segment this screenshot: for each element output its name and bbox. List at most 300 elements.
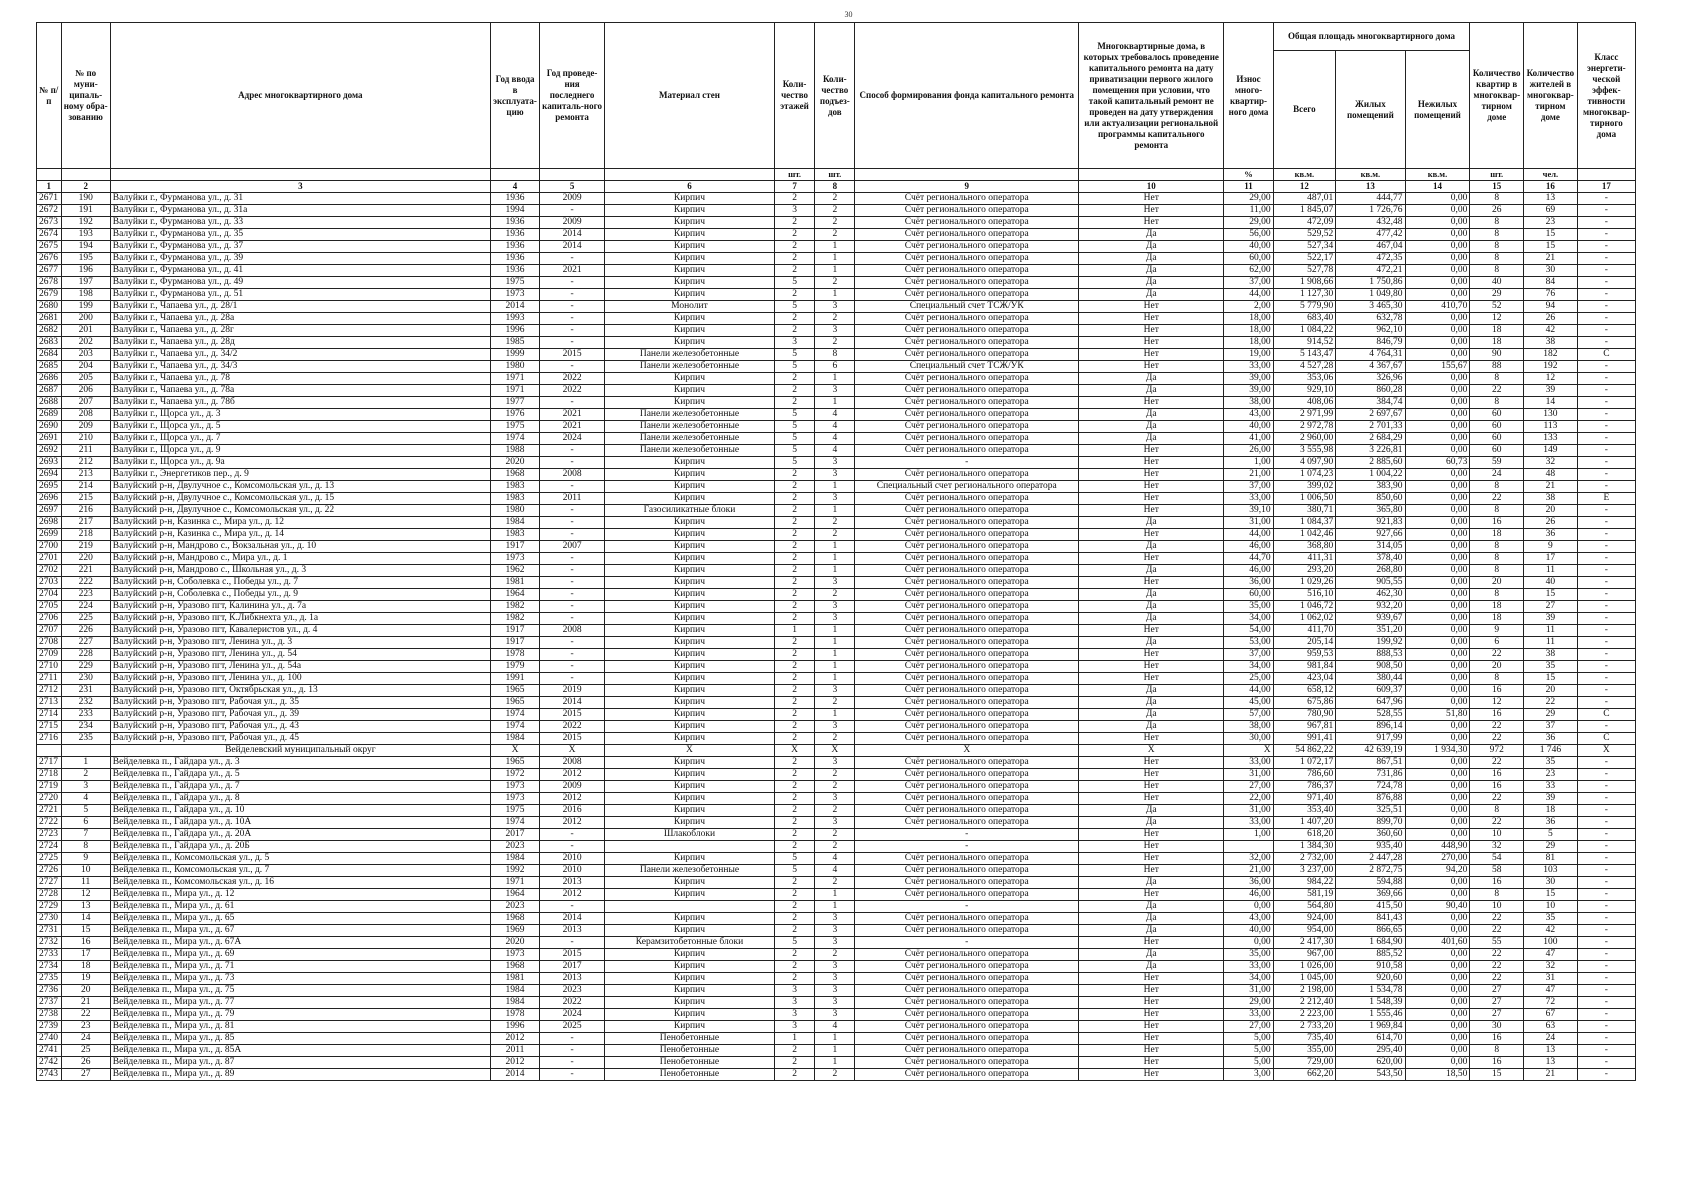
table-cell: 2693 bbox=[37, 457, 62, 469]
table-cell: 19,00 bbox=[1224, 349, 1273, 361]
table-cell: 16 bbox=[1470, 877, 1524, 889]
table-cell: 543,50 bbox=[1336, 1069, 1405, 1081]
table-cell: 26 bbox=[1470, 205, 1524, 217]
table-cell: - bbox=[1577, 901, 1635, 913]
table-cell: 2 bbox=[774, 529, 814, 541]
table-cell: 2698 bbox=[37, 517, 62, 529]
table-cell: Нет bbox=[1079, 937, 1224, 949]
table-cell: 2696 bbox=[37, 493, 62, 505]
table-cell: Кирпич bbox=[604, 325, 774, 337]
table-row bbox=[37, 637, 1636, 649]
table-cell: Нет bbox=[1079, 853, 1224, 865]
table-cell: 3 bbox=[815, 601, 855, 613]
table-cell: 1 534,78 bbox=[1336, 985, 1405, 997]
table-cell: 3 bbox=[815, 685, 855, 697]
table-cell: 2009 bbox=[540, 781, 605, 793]
table-cell: 2 bbox=[774, 385, 814, 397]
table-cell: 2022 bbox=[540, 721, 605, 733]
table-cell: 30,00 bbox=[1224, 733, 1273, 745]
table-cell: 0,00 bbox=[1405, 1045, 1470, 1057]
table-cell: 4 097,90 bbox=[1273, 457, 1336, 469]
table-cell: - bbox=[540, 313, 605, 325]
table-cell: Вейделевка п., Мира ул., д. 81 bbox=[110, 1021, 490, 1033]
table-cell: Валуйский р-н, Уразово пгт, Рабочая ул., д. 45 bbox=[110, 733, 490, 745]
table-cell: 2015 bbox=[540, 709, 605, 721]
table-cell: 2013 bbox=[540, 925, 605, 937]
table-row bbox=[37, 769, 1636, 781]
table-cell: Счёт регионального оператора bbox=[855, 697, 1079, 709]
table-cell: 43,00 bbox=[1224, 913, 1273, 925]
header-address: Адрес многоквартирного дома bbox=[110, 23, 490, 169]
table-cell: 3 bbox=[815, 325, 855, 337]
table-cell: 33,00 bbox=[1224, 757, 1273, 769]
table-cell: 2 bbox=[774, 373, 814, 385]
table-cell: 1983 bbox=[490, 529, 539, 541]
table-row bbox=[37, 685, 1636, 697]
table-cell: 2024 bbox=[540, 433, 605, 445]
table-cell: Счёт регионального оператора bbox=[855, 241, 1079, 253]
table-cell: Вейделевка п., Гайдара ул., д. 10А bbox=[110, 817, 490, 829]
table-cell bbox=[604, 841, 774, 853]
table-cell: 204 bbox=[61, 361, 110, 373]
table-cell: Вейделевка п., Мира ул., д. 71 bbox=[110, 961, 490, 973]
table-cell: 2719 bbox=[37, 781, 62, 793]
table-cell: 2 bbox=[774, 469, 814, 481]
table-cell: 0,00 bbox=[1405, 805, 1470, 817]
table-cell: 56,00 bbox=[1224, 229, 1273, 241]
table-cell: Да bbox=[1079, 253, 1224, 265]
table-cell: Валуйский р-н, Уразово пгт, Рабочая ул., д. 35 bbox=[110, 697, 490, 709]
table-cell: Вейделевка п., Мира ул., д. 77 bbox=[110, 997, 490, 1009]
table-cell: 40 bbox=[1470, 277, 1524, 289]
table-cell: 1980 bbox=[490, 361, 539, 373]
table-cell: 1962 bbox=[490, 565, 539, 577]
table-cell: Пенобетонные bbox=[604, 1069, 774, 1081]
table-cell: - bbox=[1577, 877, 1635, 889]
table-cell: - bbox=[540, 289, 605, 301]
table-cell: Счёт регионального оператора bbox=[855, 397, 1079, 409]
table-cell: 8 bbox=[1470, 553, 1524, 565]
table-cell: 1 084,37 bbox=[1273, 517, 1336, 529]
table-cell: Счёт регионального оператора bbox=[855, 709, 1079, 721]
table-cell: Валуйки г., Фурманова ул., д. 31 bbox=[110, 193, 490, 205]
table-cell: 16 bbox=[1470, 1033, 1524, 1045]
table-cell: 24 bbox=[1470, 469, 1524, 481]
table-cell: 1 934,30 bbox=[1405, 745, 1470, 757]
table-cell: 220 bbox=[61, 553, 110, 565]
table-cell: Нет bbox=[1079, 313, 1224, 325]
table-cell: - bbox=[855, 937, 1079, 949]
table-cell: Специальный счет регионального оператора bbox=[855, 481, 1079, 493]
table-cell: 9 bbox=[1470, 625, 1524, 637]
table-cell: 2 972,78 bbox=[1273, 421, 1336, 433]
table-cell: Валуйки г., Чапаева ул., д. 28г bbox=[110, 325, 490, 337]
table-cell: 10 bbox=[1470, 901, 1524, 913]
table-cell: Счёт регионального оператора bbox=[855, 949, 1079, 961]
table-cell: - bbox=[1577, 337, 1635, 349]
unit-cell: чел. bbox=[1524, 169, 1578, 181]
table-cell: Нет bbox=[1079, 1069, 1224, 1081]
table-cell: 212 bbox=[61, 457, 110, 469]
table-cell: - bbox=[540, 505, 605, 517]
table-cell: 905,55 bbox=[1336, 577, 1405, 589]
table-cell: - bbox=[1577, 505, 1635, 517]
table-cell: 0,00 bbox=[1405, 493, 1470, 505]
table-cell: 84 bbox=[1524, 277, 1578, 289]
table-cell: 2014 bbox=[540, 241, 605, 253]
table-cell: Да bbox=[1079, 433, 1224, 445]
table-cell: 527,34 bbox=[1273, 241, 1336, 253]
table-cell: 8 bbox=[61, 841, 110, 853]
table-cell: 27 bbox=[1470, 1009, 1524, 1021]
table-cell: Вейделевский муниципальный округ bbox=[110, 745, 490, 757]
table-cell: 444,77 bbox=[1336, 193, 1405, 205]
table-cell: 1 969,84 bbox=[1336, 1021, 1405, 1033]
table-cell: 529,52 bbox=[1273, 229, 1336, 241]
table-cell: 1 bbox=[815, 541, 855, 553]
header-num: № п/п bbox=[37, 23, 62, 169]
table-cell: 0,00 bbox=[1405, 625, 1470, 637]
table-cell: 3 bbox=[61, 781, 110, 793]
table-cell: 2734 bbox=[37, 961, 62, 973]
table-cell: 29 bbox=[1524, 709, 1578, 721]
table-cell: 39 bbox=[1524, 613, 1578, 625]
table-cell: - bbox=[1577, 289, 1635, 301]
table-cell: 6 bbox=[1470, 637, 1524, 649]
table-row bbox=[37, 313, 1636, 325]
table-cell: 0,00 bbox=[1405, 385, 1470, 397]
table-row bbox=[37, 589, 1636, 601]
table-cell: 2671 bbox=[37, 193, 62, 205]
table-cell: Валуйки г., Чапаева ул., д. 34/3 bbox=[110, 361, 490, 373]
table-row bbox=[37, 433, 1636, 445]
table-cell: 36 bbox=[1524, 733, 1578, 745]
column-number-cell: 12 bbox=[1273, 181, 1336, 193]
table-cell: X bbox=[1577, 745, 1635, 757]
table-cell: - bbox=[540, 577, 605, 589]
table-cell: 37,00 bbox=[1224, 481, 1273, 493]
table-cell: Шлакоблоки bbox=[604, 829, 774, 841]
table-cell: 42 bbox=[1524, 325, 1578, 337]
table-cell: 0,00 bbox=[1405, 877, 1470, 889]
table-cell: Счёт регионального оператора bbox=[855, 781, 1079, 793]
table-cell: Нет bbox=[1079, 997, 1224, 1009]
table-cell: 8 bbox=[1470, 1045, 1524, 1057]
table-cell: 17 bbox=[1524, 553, 1578, 565]
table-cell: 2025 bbox=[540, 1021, 605, 1033]
table-cell: Валуйский р-н, Уразово пгт, Ленина ул., д. 54а bbox=[110, 661, 490, 673]
table-cell: Вейделевка п., Мира ул., д. 65 bbox=[110, 913, 490, 925]
table-cell: 27 bbox=[1470, 985, 1524, 997]
table-cell: Счёт регионального оператора bbox=[855, 865, 1079, 877]
table-cell: 0,00 bbox=[1405, 325, 1470, 337]
table-cell: - bbox=[1577, 265, 1635, 277]
table-cell: 935,40 bbox=[1336, 841, 1405, 853]
table-cell: 2715 bbox=[37, 721, 62, 733]
table-cell: 12 bbox=[1470, 313, 1524, 325]
table-cell: Кирпич bbox=[604, 217, 774, 229]
table-cell: 2008 bbox=[540, 625, 605, 637]
table-row bbox=[37, 649, 1636, 661]
table-cell: 1 bbox=[815, 265, 855, 277]
table-row bbox=[37, 913, 1636, 925]
table-cell: 94,20 bbox=[1405, 865, 1470, 877]
table-row bbox=[37, 277, 1636, 289]
table-cell: 192 bbox=[1524, 361, 1578, 373]
table-cell: Нет bbox=[1079, 397, 1224, 409]
table-cell: 5 bbox=[1524, 829, 1578, 841]
table-cell: 21,00 bbox=[1224, 469, 1273, 481]
table-cell: Нет bbox=[1079, 985, 1224, 997]
table-cell: 2010 bbox=[540, 865, 605, 877]
table-cell: 20 bbox=[1470, 577, 1524, 589]
table-cell: - bbox=[540, 325, 605, 337]
table-cell: 1 bbox=[815, 241, 855, 253]
table-cell: 1 bbox=[815, 649, 855, 661]
table-cell: 11 bbox=[1524, 637, 1578, 649]
table-cell: 3 237,00 bbox=[1273, 865, 1336, 877]
table-cell: Кирпич bbox=[604, 853, 774, 865]
table-cell: 8 bbox=[1470, 481, 1524, 493]
table-cell: 369,66 bbox=[1336, 889, 1405, 901]
table-cell: 8 bbox=[815, 349, 855, 361]
table-row bbox=[37, 349, 1636, 361]
table-cell: 1972 bbox=[490, 769, 539, 781]
table-cell: Кирпич bbox=[604, 733, 774, 745]
table-cell: 13 bbox=[1524, 1057, 1578, 1069]
table-cell: 2 bbox=[774, 325, 814, 337]
table-cell: 45,00 bbox=[1224, 697, 1273, 709]
table-cell: Счёт регионального оператора bbox=[855, 313, 1079, 325]
table-cell: Кирпич bbox=[604, 1021, 774, 1033]
table-cell: 2730 bbox=[37, 913, 62, 925]
table-cell: Да bbox=[1079, 373, 1224, 385]
table-cell: 564,80 bbox=[1273, 901, 1336, 913]
table-cell: 2 bbox=[774, 949, 814, 961]
column-number-cell: 7 bbox=[774, 181, 814, 193]
table-cell: - bbox=[540, 1045, 605, 1057]
table-cell: 18 bbox=[1470, 529, 1524, 541]
table-cell: 221 bbox=[61, 565, 110, 577]
table-cell: Нет bbox=[1079, 1033, 1224, 1045]
table-cell: 2012 bbox=[490, 1057, 539, 1069]
table-cell: 2023 bbox=[490, 901, 539, 913]
table-cell: 2 bbox=[774, 613, 814, 625]
table-cell: 1 046,72 bbox=[1273, 601, 1336, 613]
table-cell: 2012 bbox=[540, 817, 605, 829]
table-cell: 1 bbox=[815, 673, 855, 685]
table-cell: 2013 bbox=[540, 973, 605, 985]
table-cell: Счёт регионального оператора bbox=[855, 877, 1079, 889]
table-cell: 1 384,30 bbox=[1273, 841, 1336, 853]
table-cell: 2,00 bbox=[1224, 301, 1273, 313]
table-cell: Валуйский р-н, Соболевка с., Победы ул., д. 9 bbox=[110, 589, 490, 601]
table-cell: 8 bbox=[1470, 505, 1524, 517]
table-row bbox=[37, 505, 1636, 517]
table-cell: - bbox=[1577, 757, 1635, 769]
table-cell: - bbox=[1577, 649, 1635, 661]
table-cell: 195 bbox=[61, 253, 110, 265]
table-cell: 1973 bbox=[490, 553, 539, 565]
table-cell: 15 bbox=[1524, 589, 1578, 601]
table-cell: Счёт регионального оператора bbox=[855, 913, 1079, 925]
table-cell: X bbox=[490, 745, 539, 757]
table-cell: 2010 bbox=[540, 853, 605, 865]
table-cell: 2 bbox=[774, 589, 814, 601]
table-row bbox=[37, 577, 1636, 589]
table-cell: Валуйки г., Щорса ул., д. 9 bbox=[110, 445, 490, 457]
table-cell: Вейделевка п., Гайдара ул., д. 8 bbox=[110, 793, 490, 805]
table-cell: 2711 bbox=[37, 673, 62, 685]
table-cell: 20 bbox=[1524, 685, 1578, 697]
table-cell: Вейделевка п., Гайдара ул., д. 10 bbox=[110, 805, 490, 817]
table-cell: - bbox=[1577, 361, 1635, 373]
table-cell: 0,00 bbox=[1405, 889, 1470, 901]
table-cell: 8 bbox=[1470, 217, 1524, 229]
table-cell: 2690 bbox=[37, 421, 62, 433]
table-cell: Валуйки г., Щорса ул., д. 5 bbox=[110, 421, 490, 433]
table-cell: 38 bbox=[1524, 493, 1578, 505]
table-cell: 69 bbox=[1524, 205, 1578, 217]
table-cell: 2 bbox=[774, 961, 814, 973]
table-cell: - bbox=[1577, 1009, 1635, 1021]
table-cell: - bbox=[540, 1033, 605, 1045]
table-cell: Счёт регионального оператора bbox=[855, 853, 1079, 865]
table-cell: 1968 bbox=[490, 469, 539, 481]
table-cell: Нет bbox=[1079, 457, 1224, 469]
table-cell: 1 bbox=[815, 1045, 855, 1057]
table-cell: 2743 bbox=[37, 1069, 62, 1081]
table-cell: 3 bbox=[815, 937, 855, 949]
table-cell: 0,00 bbox=[1405, 277, 1470, 289]
table-cell: 38 bbox=[1524, 337, 1578, 349]
table-cell: 662,20 bbox=[1273, 1069, 1336, 1081]
table-cell: 33,00 bbox=[1224, 817, 1273, 829]
table-cell: X bbox=[815, 745, 855, 757]
table-cell: 2691 bbox=[37, 433, 62, 445]
table-cell: - bbox=[1577, 685, 1635, 697]
table-cell: 2 bbox=[815, 805, 855, 817]
table-cell: Валуйский р-н, Двулучное с., Комсомольская ул., д. 13 bbox=[110, 481, 490, 493]
table-cell: 411,31 bbox=[1273, 553, 1336, 565]
table-cell: 270,00 bbox=[1405, 853, 1470, 865]
column-number-cell: 1 bbox=[37, 181, 62, 193]
table-cell: Нет bbox=[1079, 1021, 1224, 1033]
table-cell: - bbox=[540, 937, 605, 949]
table-cell: 2014 bbox=[540, 229, 605, 241]
table-cell: Нет bbox=[1079, 733, 1224, 745]
table-cell: Счёт регионального оператора bbox=[855, 733, 1079, 745]
table-cell: Кирпич bbox=[604, 529, 774, 541]
table-cell: 3 bbox=[774, 205, 814, 217]
table-row bbox=[37, 709, 1636, 721]
table-cell: 462,30 bbox=[1336, 589, 1405, 601]
table-cell: 230 bbox=[61, 673, 110, 685]
table-row bbox=[37, 697, 1636, 709]
table-cell: Счёт регионального оператора bbox=[855, 1009, 1079, 1021]
table-row bbox=[37, 877, 1636, 889]
table-row bbox=[37, 517, 1636, 529]
table-cell: 2 bbox=[774, 493, 814, 505]
table-cell: 22 bbox=[1470, 733, 1524, 745]
table-cell: Валуйки г., Фурманова ул., д. 35 bbox=[110, 229, 490, 241]
header-year-repair: Год проведе-ния последнего капиталь-ного ремонта bbox=[540, 23, 605, 169]
table-cell: С bbox=[1577, 349, 1635, 361]
table-cell: 3 bbox=[815, 493, 855, 505]
table-cell: Счёт регионального оператора bbox=[855, 805, 1079, 817]
table-cell: 24 bbox=[1524, 1033, 1578, 1045]
table-cell: 31,00 bbox=[1224, 985, 1273, 997]
table-cell: 21 bbox=[1524, 253, 1578, 265]
table-row bbox=[37, 301, 1636, 313]
table-cell: X bbox=[774, 745, 814, 757]
table-cell: Кирпич bbox=[604, 913, 774, 925]
table-cell: Счёт регионального оператора bbox=[855, 445, 1079, 457]
table-cell: Вейделевка п., Мира ул., д. 73 bbox=[110, 973, 490, 985]
table-cell: 724,78 bbox=[1336, 781, 1405, 793]
table-cell: 2016 bbox=[540, 805, 605, 817]
table-cell: Да bbox=[1079, 913, 1224, 925]
table-cell: 21 bbox=[1524, 1069, 1578, 1081]
table-cell: 1975 bbox=[490, 421, 539, 433]
table-cell: Счёт регионального оператора bbox=[855, 505, 1079, 517]
table-cell: Счёт регионального оператора bbox=[855, 961, 1079, 973]
table-cell: 232 bbox=[61, 697, 110, 709]
table-cell: 1 bbox=[815, 373, 855, 385]
table-cell: 1984 bbox=[490, 997, 539, 1009]
table-cell: 5 bbox=[774, 361, 814, 373]
table-cell: - bbox=[540, 205, 605, 217]
table-cell: 223 bbox=[61, 589, 110, 601]
table-cell: Кирпич bbox=[604, 289, 774, 301]
table-cell: 0,00 bbox=[1405, 697, 1470, 709]
table-cell: 959,53 bbox=[1273, 649, 1336, 661]
table-cell: Кирпич bbox=[604, 769, 774, 781]
table-cell: 2 bbox=[61, 769, 110, 781]
table-row bbox=[37, 265, 1636, 277]
unit-cell bbox=[1577, 169, 1635, 181]
table-row bbox=[37, 781, 1636, 793]
table-cell: 22 bbox=[1470, 493, 1524, 505]
table-row bbox=[37, 865, 1636, 877]
table-cell: 5 bbox=[61, 805, 110, 817]
table-cell: 41,00 bbox=[1224, 433, 1273, 445]
table-cell: Вейделевка п., Комсомольская ул., д. 7 bbox=[110, 865, 490, 877]
table-cell: 383,90 bbox=[1336, 481, 1405, 493]
table-cell: - bbox=[1577, 193, 1635, 205]
table-cell: 12 bbox=[61, 889, 110, 901]
unit-cell bbox=[490, 169, 539, 181]
table-cell: 2 bbox=[774, 709, 814, 721]
table-cell: Валуйки г., Фурманова ул., д. 51 bbox=[110, 289, 490, 301]
table-cell: 2 198,00 bbox=[1273, 985, 1336, 997]
table-cell: 658,12 bbox=[1273, 685, 1336, 697]
table-cell: 2694 bbox=[37, 469, 62, 481]
table-cell: 1917 bbox=[490, 541, 539, 553]
table-cell: Нет bbox=[1079, 481, 1224, 493]
table-cell: - bbox=[855, 901, 1079, 913]
table-cell: Кирпич bbox=[604, 721, 774, 733]
table-cell: 31 bbox=[1524, 973, 1578, 985]
table-cell: Кирпич bbox=[604, 697, 774, 709]
table-cell: 94 bbox=[1524, 301, 1578, 313]
column-number-cell: 15 bbox=[1470, 181, 1524, 193]
unit-cell: шт. bbox=[815, 169, 855, 181]
table-cell: 40 bbox=[1524, 577, 1578, 589]
table-cell: - bbox=[540, 361, 605, 373]
table-cell: Да bbox=[1079, 637, 1224, 649]
table-cell: С bbox=[1577, 709, 1635, 721]
